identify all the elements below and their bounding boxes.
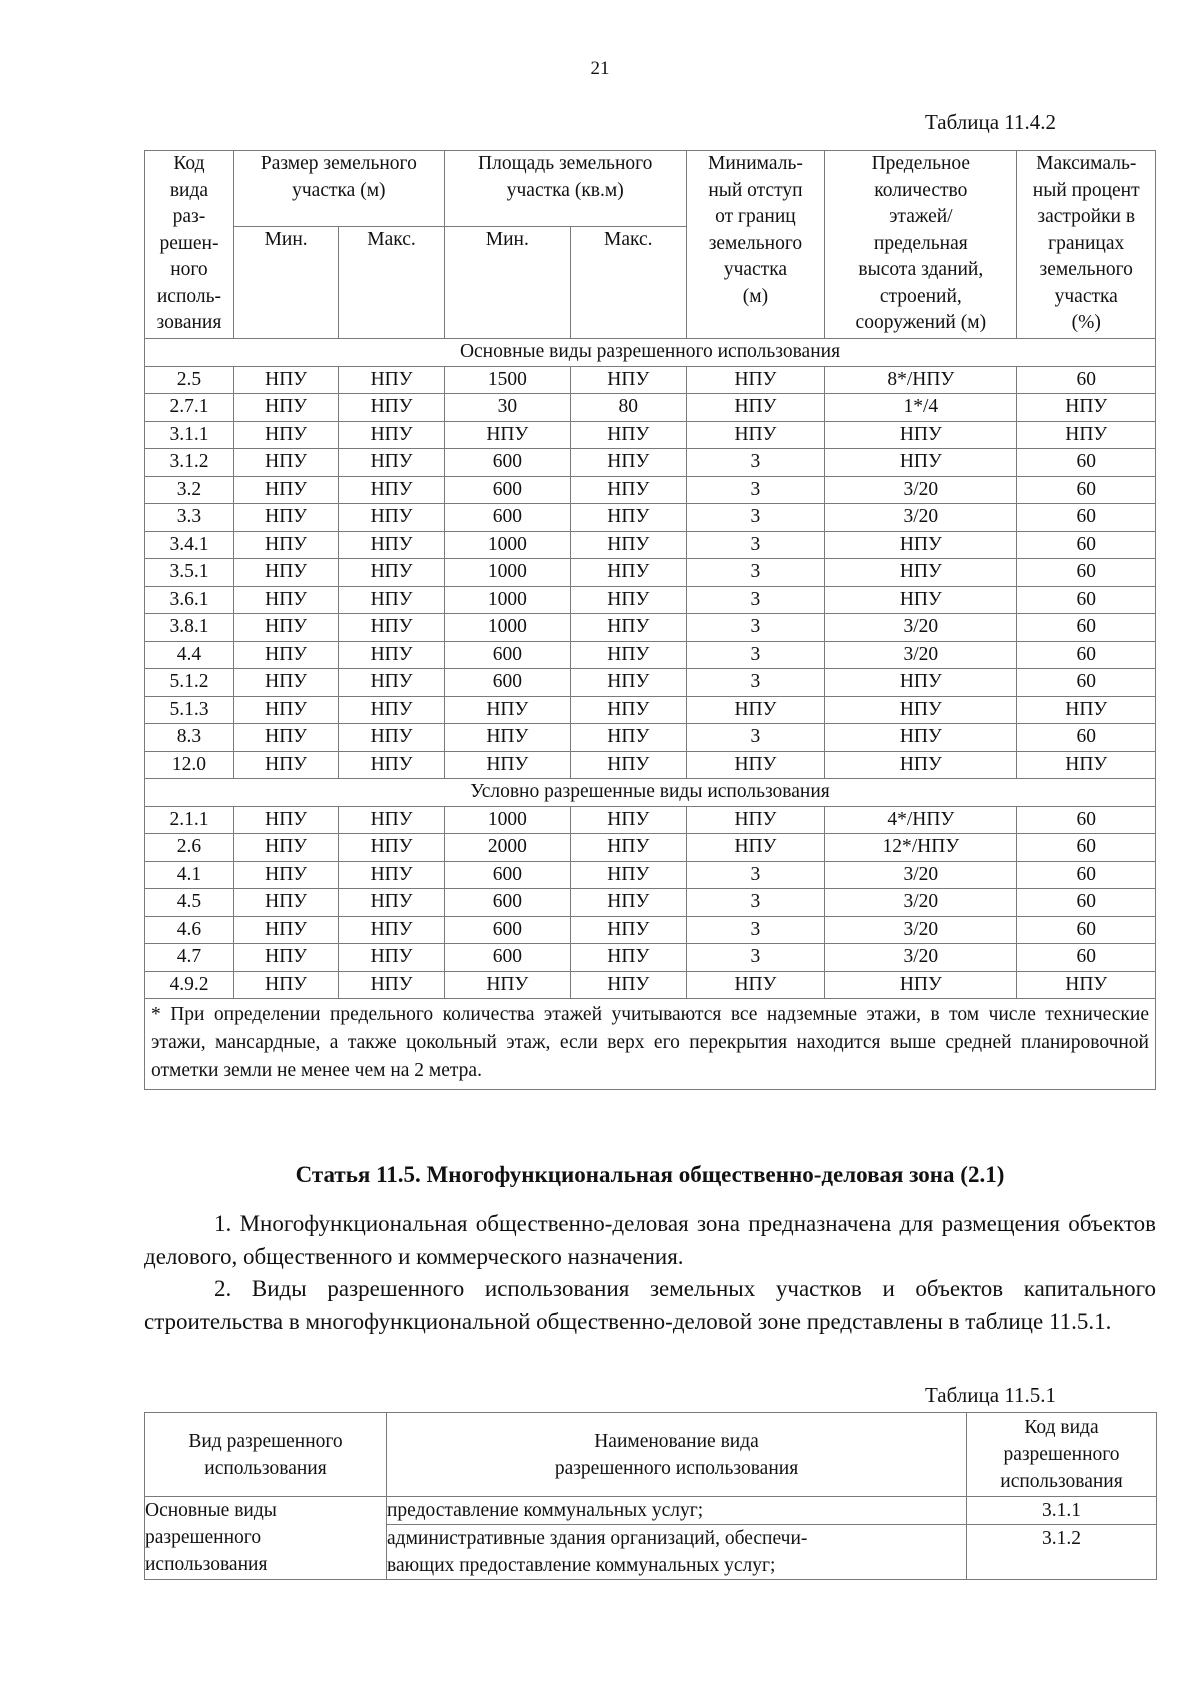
row-value: НПУ [570, 696, 686, 724]
row-value: НПУ [570, 916, 686, 944]
row-value: НПУ [686, 366, 825, 394]
table-row [145, 806, 1156, 834]
use-code: 3.1.2 [967, 1525, 1157, 1580]
row-code: 3.1.1 [145, 421, 234, 449]
row-value: 3 [686, 449, 825, 477]
table-row [145, 476, 1156, 504]
row-value: НПУ [339, 586, 444, 614]
row-value: НПУ [233, 751, 338, 779]
header-plot-area: Площадь земельного участка (кв.м) [444, 151, 686, 227]
row-value: НПУ [570, 504, 686, 532]
paragraph-2: 2. Виды разрешенного использования земельных участков и объектов капитального строительства в многофункциональной общественно-деловой зоне представлены в таблице 11.5.1. [144, 1276, 1156, 1334]
row-code: 3.2 [145, 476, 234, 504]
row-value: 3/20 [825, 504, 1017, 532]
row-value: НПУ [233, 889, 338, 917]
row-value: 600 [444, 861, 570, 889]
table-row [145, 1497, 1157, 1525]
table-caption-11-4-2: Таблица 11.4.2 [924, 110, 1056, 134]
row-value: НПУ [570, 559, 686, 587]
row-value: 3 [686, 724, 825, 752]
row-value: 4*/НПУ [825, 806, 1017, 834]
row-code: 4.7 [145, 944, 234, 972]
table-row [145, 394, 1156, 422]
row-value: НПУ [233, 971, 338, 999]
row-value: 3 [686, 944, 825, 972]
row-value: НПУ [570, 971, 686, 999]
row-value: 2000 [444, 834, 570, 862]
row-value: 1000 [444, 531, 570, 559]
row-value: 600 [444, 669, 570, 697]
row-value: 60 [1017, 889, 1156, 917]
row-value: НПУ [233, 916, 338, 944]
row-value: НПУ [825, 669, 1017, 697]
row-code: 3.5.1 [145, 559, 234, 587]
row-value: НПУ [686, 806, 825, 834]
row-value: 1000 [444, 614, 570, 642]
row-value: НПУ [339, 751, 444, 779]
header-coverage: Максималь- ный процент застройки в границах земельного участка (%) [1017, 151, 1156, 339]
section-row [145, 339, 1156, 367]
row-value: 3 [686, 476, 825, 504]
row-value: НПУ [570, 476, 686, 504]
header-type: Вид разрешенного использования [145, 1413, 387, 1497]
row-value: НПУ [444, 696, 570, 724]
row-value: НПУ [1017, 394, 1156, 422]
row-value: 60 [1017, 586, 1156, 614]
row-code: 2.1.1 [145, 806, 234, 834]
row-value: 12*/НПУ [825, 834, 1017, 862]
row-code: 3.1.2 [145, 449, 234, 477]
row-value: НПУ [233, 394, 338, 422]
row-value: 60 [1017, 641, 1156, 669]
row-value: 60 [1017, 806, 1156, 834]
row-value: 3 [686, 861, 825, 889]
row-value: НПУ [233, 834, 338, 862]
table-row [145, 421, 1156, 449]
row-value: 600 [444, 641, 570, 669]
row-value: 60 [1017, 531, 1156, 559]
row-value: 600 [444, 449, 570, 477]
row-value: 60 [1017, 504, 1156, 532]
page-number: 21 [590, 58, 610, 79]
row-value: НПУ [339, 889, 444, 917]
row-value: НПУ [233, 559, 338, 587]
row-value: НПУ [825, 421, 1017, 449]
row-value: 60 [1017, 861, 1156, 889]
row-value: НПУ [570, 751, 686, 779]
row-value: НПУ [339, 696, 444, 724]
table-row [145, 696, 1156, 724]
row-value: 60 [1017, 916, 1156, 944]
row-value: НПУ [570, 531, 686, 559]
row-value: 3/20 [825, 944, 1017, 972]
row-value: НПУ [570, 944, 686, 972]
table-row [145, 889, 1156, 917]
row-value: 60 [1017, 449, 1156, 477]
row-code: 4.5 [145, 889, 234, 917]
table-row [145, 366, 1156, 394]
table-row [145, 971, 1156, 999]
row-value: НПУ [339, 971, 444, 999]
row-value: НПУ [339, 394, 444, 422]
row-value: НПУ [339, 861, 444, 889]
row-value: 3/20 [825, 641, 1017, 669]
header-area-min: Мин. [444, 227, 570, 339]
row-value: 3/20 [825, 476, 1017, 504]
row-value: НПУ [233, 614, 338, 642]
row-value: НПУ [570, 806, 686, 834]
row-value: НПУ [233, 944, 338, 972]
row-code: 5.1.3 [145, 696, 234, 724]
row-value: НПУ [570, 669, 686, 697]
row-value: 80 [570, 394, 686, 422]
row-value: 3 [686, 559, 825, 587]
row-value: НПУ [686, 751, 825, 779]
table-row [145, 449, 1156, 477]
header-area-max: Макс. [570, 227, 686, 339]
header-setback: Минималь- ный отступ от границ земельного участка (м) [686, 151, 825, 339]
row-value: НПУ [444, 971, 570, 999]
row-value: НПУ [444, 724, 570, 752]
row-value: НПУ [686, 394, 825, 422]
header-code: Код вида раз- решен- ного исполь- зования [145, 151, 234, 339]
section-title: Основные виды разрешенного использования [145, 339, 1156, 367]
row-value: НПУ [686, 971, 825, 999]
row-value: НПУ [233, 531, 338, 559]
header-name: Наименование вида разрешенного использования [387, 1413, 967, 1497]
table-row [145, 944, 1156, 972]
table-11-4-2 [144, 150, 1156, 1090]
article-heading: Статья 11.5. Многофункциональная общественно-деловая зона (2.1) [295, 1162, 1005, 1187]
use-name: административные здания организаций, обеспечи- вающих предоставление коммунальных услуг; [387, 1525, 967, 1580]
row-value: 3 [686, 641, 825, 669]
row-code: 3.4.1 [145, 531, 234, 559]
row-value: НПУ [233, 641, 338, 669]
row-value: НПУ [570, 586, 686, 614]
table-row [145, 504, 1156, 532]
row-value: НПУ [233, 504, 338, 532]
row-value: НПУ [233, 861, 338, 889]
row-value: НПУ [570, 861, 686, 889]
table-row [145, 531, 1156, 559]
row-value: НПУ [570, 834, 686, 862]
row-value: НПУ [339, 724, 444, 752]
section-row [145, 779, 1156, 807]
table-row [145, 861, 1156, 889]
row-value: НПУ [570, 724, 686, 752]
row-code: 3.8.1 [145, 614, 234, 642]
row-code: 3.6.1 [145, 586, 234, 614]
row-value: 3/20 [825, 861, 1017, 889]
row-value: 600 [444, 944, 570, 972]
row-code: 3.3 [145, 504, 234, 532]
header-floors-height: Предельное количество этажей/ предельная высота зданий, строений, сооружений (м) [825, 151, 1017, 339]
row-value: НПУ [825, 559, 1017, 587]
row-value: 600 [444, 889, 570, 917]
row-value: НПУ [339, 806, 444, 834]
row-value: 60 [1017, 724, 1156, 752]
row-value: 3 [686, 504, 825, 532]
row-value: НПУ [444, 421, 570, 449]
row-value: НПУ [339, 669, 444, 697]
row-value: НПУ [1017, 696, 1156, 724]
footnote: * При определении предельного количества этажей учитываются все надземные этажи, в том числе технические этажи, мансардные, а также цокольный этаж, если верх его перекрытия находится выше средней планировочной отметки земли не менее чем на 2 метра. [145, 999, 1156, 1090]
table-row [145, 586, 1156, 614]
row-value: 60 [1017, 476, 1156, 504]
row-value: 3/20 [825, 916, 1017, 944]
row-value: НПУ [339, 916, 444, 944]
row-value: 3 [686, 916, 825, 944]
row-value: НПУ [1017, 971, 1156, 999]
row-value: НПУ [233, 806, 338, 834]
row-value: НПУ [339, 641, 444, 669]
row-value: НПУ [339, 531, 444, 559]
row-code: 8.3 [145, 724, 234, 752]
table-row [145, 559, 1156, 587]
paragraph-1: 1. Многофункциональная общественно-деловая зона предназначена для размещения объектов делового, общественного и коммерческого назначения. [144, 1211, 1156, 1269]
header-size-min: Мин. [233, 227, 338, 339]
table-row [145, 916, 1156, 944]
row-value: НПУ [444, 751, 570, 779]
row-value: НПУ [570, 366, 686, 394]
row-code: 4.1 [145, 861, 234, 889]
header-size-max: Макс. [339, 227, 444, 339]
row-value: НПУ [233, 724, 338, 752]
use-name: предоставление коммунальных услуг; [387, 1497, 967, 1525]
row-value: НПУ [825, 531, 1017, 559]
row-value: 3 [686, 669, 825, 697]
row-value: НПУ [339, 614, 444, 642]
row-value: 1000 [444, 586, 570, 614]
table-row [145, 614, 1156, 642]
row-value: 600 [444, 504, 570, 532]
row-value: НПУ [686, 696, 825, 724]
header-code: Код вида разрешенного использования [967, 1413, 1157, 1497]
row-value: НПУ [825, 696, 1017, 724]
row-value: 60 [1017, 669, 1156, 697]
row-value: 60 [1017, 944, 1156, 972]
header-plot-size: Размер земельного участка (м) [233, 151, 444, 227]
row-value: НПУ [570, 421, 686, 449]
row-value: НПУ [825, 751, 1017, 779]
row-code: 4.9.2 [145, 971, 234, 999]
row-value: НПУ [233, 586, 338, 614]
row-value: 3/20 [825, 889, 1017, 917]
row-value: 60 [1017, 614, 1156, 642]
table-11-4-2-body [145, 339, 1156, 1090]
row-value: НПУ [339, 476, 444, 504]
row-value: НПУ [570, 889, 686, 917]
row-value: НПУ [233, 449, 338, 477]
row-value: 600 [444, 476, 570, 504]
row-value: НПУ [339, 366, 444, 394]
row-value: НПУ [339, 504, 444, 532]
row-value: НПУ [825, 586, 1017, 614]
row-value: 3 [686, 889, 825, 917]
row-code: 2.5 [145, 366, 234, 394]
row-value: 3 [686, 586, 825, 614]
row-value: НПУ [825, 971, 1017, 999]
row-value: НПУ [233, 669, 338, 697]
row-value: 600 [444, 916, 570, 944]
row-value: НПУ [1017, 421, 1156, 449]
row-value: НПУ [570, 641, 686, 669]
row-code: 2.6 [145, 834, 234, 862]
row-value: НПУ [825, 724, 1017, 752]
table-row [145, 724, 1156, 752]
row-value: 1500 [444, 366, 570, 394]
row-value: 3/20 [825, 614, 1017, 642]
row-value: 8*/НПУ [825, 366, 1017, 394]
row-value: НПУ [339, 834, 444, 862]
row-value: НПУ [1017, 751, 1156, 779]
row-code: 12.0 [145, 751, 234, 779]
row-value: НПУ [686, 834, 825, 862]
row-code: 2.7.1 [145, 394, 234, 422]
row-value: НПУ [339, 449, 444, 477]
row-value: НПУ [233, 696, 338, 724]
row-value: НПУ [570, 449, 686, 477]
table-row [145, 669, 1156, 697]
table-row [145, 641, 1156, 669]
table-row [145, 834, 1156, 862]
row-value: 1000 [444, 559, 570, 587]
group-label: Основные виды разрешенного использования [145, 1497, 387, 1580]
section-title: Условно разрешенные виды использования [145, 779, 1156, 807]
row-value: НПУ [570, 614, 686, 642]
row-value: 60 [1017, 366, 1156, 394]
table-caption-11-5-1: Таблица 11.5.1 [924, 1383, 1056, 1407]
row-value: НПУ [339, 944, 444, 972]
row-value: 30 [444, 394, 570, 422]
row-value: 60 [1017, 559, 1156, 587]
row-value: НПУ [233, 421, 338, 449]
row-value: НПУ [825, 449, 1017, 477]
row-value: НПУ [686, 421, 825, 449]
row-value: НПУ [233, 366, 338, 394]
row-value: 3 [686, 614, 825, 642]
row-value: 1000 [444, 806, 570, 834]
row-code: 5.1.2 [145, 669, 234, 697]
row-value: 1*/4 [825, 394, 1017, 422]
use-code: 3.1.1 [967, 1497, 1157, 1525]
row-value: НПУ [339, 559, 444, 587]
table-row [145, 751, 1156, 779]
row-value: НПУ [339, 421, 444, 449]
row-value: 60 [1017, 834, 1156, 862]
footnote-row [145, 999, 1156, 1090]
row-value: НПУ [233, 476, 338, 504]
table-11-5-1 [144, 1412, 1157, 1580]
row-value: 3 [686, 531, 825, 559]
row-code: 4.4 [145, 641, 234, 669]
row-code: 4.6 [145, 916, 234, 944]
